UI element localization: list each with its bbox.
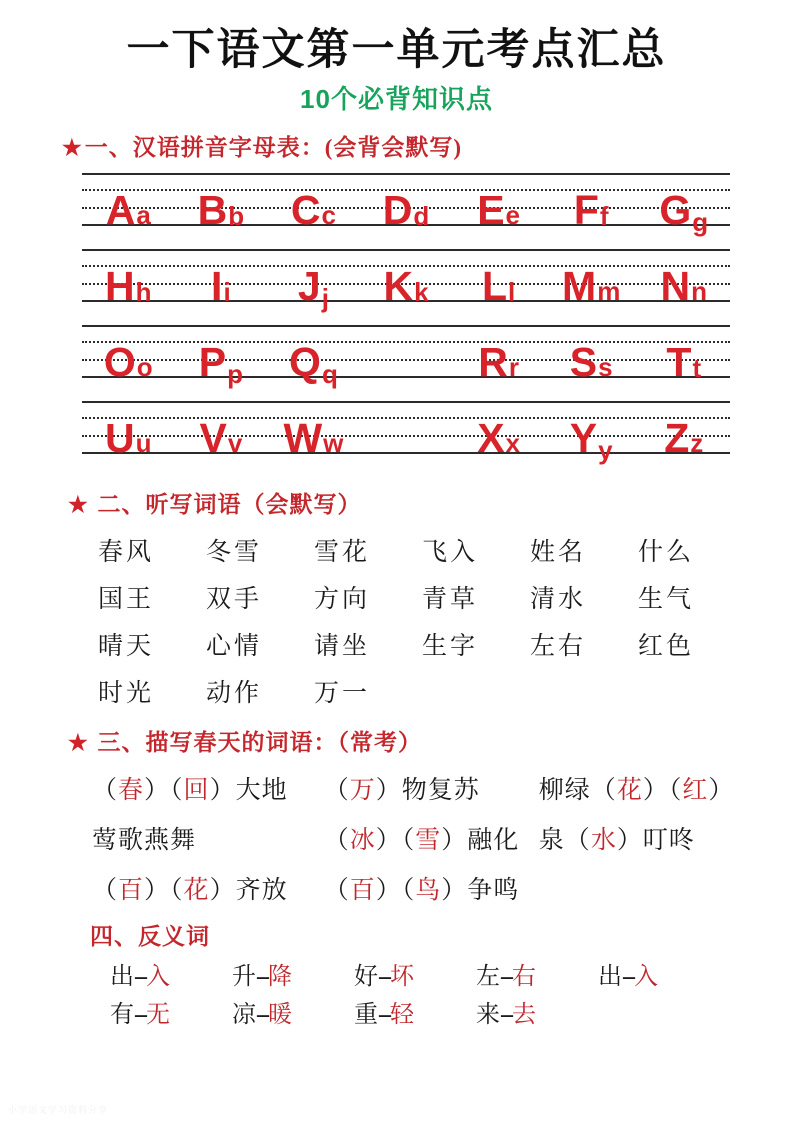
pinyin-row bbox=[82, 171, 730, 238]
pinyin-letter-pair bbox=[478, 326, 519, 385]
antonym-separator: -- bbox=[500, 963, 512, 990]
pinyin-uppercase-letter: H bbox=[105, 262, 135, 309]
dictation-word: 红色 bbox=[638, 633, 695, 661]
pinyin-uppercase-letter: S bbox=[569, 338, 598, 385]
pinyin-lowercase-letter: b bbox=[228, 201, 245, 232]
spring-phrase-list bbox=[40, 757, 753, 913]
pinyin-row bbox=[82, 323, 730, 390]
pinyin-letter-slot bbox=[360, 323, 453, 378]
spring-phrase-text: （ bbox=[92, 776, 119, 804]
pinyin-letter-track bbox=[82, 323, 730, 390]
pinyin-uppercase-letter: U bbox=[105, 414, 135, 461]
antonym-row bbox=[110, 954, 750, 992]
dictation-word: 清水 bbox=[530, 586, 587, 614]
pinyin-letter-pair bbox=[659, 174, 709, 238]
pinyin-lowercase-letter: j bbox=[321, 283, 329, 314]
dictation-word: 双手 bbox=[206, 586, 263, 614]
dictation-word: 春风 bbox=[98, 539, 155, 567]
pinyin-letter-slot bbox=[637, 323, 730, 385]
spring-phrase-text: ）（ bbox=[375, 876, 416, 904]
spring-phrase-answer: 冰 bbox=[349, 826, 376, 854]
spring-phrase bbox=[324, 870, 539, 906]
antonym-pair bbox=[476, 956, 598, 991]
pinyin-uppercase-letter: Q bbox=[289, 338, 321, 385]
spring-phrase-text: ）（ bbox=[375, 826, 416, 854]
pinyin-lowercase-letter: k bbox=[414, 277, 429, 308]
pinyin-letter-track bbox=[82, 171, 730, 238]
spring-phrase-text: ）（ bbox=[642, 776, 683, 804]
antonym-left-word: 重 bbox=[354, 1001, 378, 1028]
pinyin-uppercase-letter: A bbox=[105, 186, 136, 233]
spring-phrase bbox=[92, 820, 324, 856]
antonym-left-word: 好 bbox=[354, 963, 378, 990]
pinyin-letter-slot bbox=[637, 171, 730, 238]
spring-phrase-text: ） bbox=[708, 776, 735, 804]
dictation-word: 心情 bbox=[206, 633, 263, 661]
pinyin-lowercase-letter: a bbox=[136, 200, 151, 231]
spring-phrase-text: ）（ bbox=[144, 776, 184, 804]
pinyin-lowercase-letter: w bbox=[323, 428, 344, 459]
pinyin-letter-pair bbox=[660, 250, 708, 309]
spring-phrase bbox=[324, 820, 539, 856]
dictation-word: 左右 bbox=[530, 633, 587, 661]
pinyin-letter-pair bbox=[198, 326, 243, 390]
pinyin-letter-slot bbox=[175, 247, 268, 309]
pinyin-lowercase-letter: v bbox=[227, 428, 243, 459]
pinyin-uppercase-letter: B bbox=[197, 186, 228, 233]
spring-phrase-row bbox=[92, 863, 752, 913]
pinyin-lowercase-letter: q bbox=[321, 359, 338, 390]
pinyin-letter-slot bbox=[545, 323, 638, 385]
pinyin-letter-slot bbox=[545, 399, 638, 466]
pinyin-letter-slot bbox=[545, 171, 638, 233]
antonym-left-word: 升 bbox=[232, 963, 256, 990]
pinyin-letter-pair bbox=[666, 326, 702, 385]
pinyin-uppercase-letter: R bbox=[478, 338, 508, 385]
pinyin-uppercase-letter: Z bbox=[664, 414, 690, 461]
antonym-right-word: 暖 bbox=[267, 1001, 292, 1028]
pinyin-letter-pair bbox=[289, 326, 338, 390]
antonym-right-word: 入 bbox=[145, 963, 170, 990]
star-icon: ★ bbox=[62, 134, 83, 160]
dictation-word: 动作 bbox=[206, 680, 263, 708]
spring-phrase-text: 柳绿（ bbox=[538, 776, 617, 804]
spring-phrase-row bbox=[92, 763, 752, 813]
pinyin-uppercase-letter: C bbox=[290, 186, 321, 233]
pinyin-letter-pair bbox=[664, 402, 704, 461]
spring-phrase-answer: 鸟 bbox=[415, 876, 442, 904]
watermark: 小学语文学习资料分享 bbox=[8, 1105, 109, 1115]
antonym-pair bbox=[232, 956, 354, 991]
spring-phrase-answer: 百 bbox=[118, 876, 145, 904]
dictation-word: 万一 bbox=[314, 680, 371, 708]
section-heading-dictation-words bbox=[40, 475, 753, 519]
pinyin-lowercase-letter: h bbox=[135, 277, 152, 308]
pinyin-letter-pair bbox=[562, 250, 621, 309]
dictation-word: 什么 bbox=[638, 539, 695, 567]
pinyin-letter-slot bbox=[360, 171, 453, 233]
antonym-left-word: 凉 bbox=[232, 1001, 256, 1028]
dictation-word: 请坐 bbox=[314, 633, 371, 661]
pinyin-uppercase-letter: L bbox=[481, 262, 507, 309]
antonym-separator: -- bbox=[500, 1001, 512, 1028]
pinyin-letter-pair bbox=[569, 402, 613, 466]
antonym-left-word: 左 bbox=[476, 963, 500, 990]
star-icon: ★ bbox=[68, 729, 89, 755]
pinyin-letter-pair bbox=[103, 326, 153, 385]
dictation-word: 国王 bbox=[98, 586, 155, 614]
pinyin-letter-slot bbox=[82, 323, 175, 385]
pinyin-uppercase-letter: J bbox=[297, 262, 321, 309]
page-title: 一下语文第一单元考点汇总 bbox=[126, 27, 667, 74]
pinyin-lowercase-letter: t bbox=[692, 353, 702, 384]
section-heading-text: 三、描写春天的词语：（常考） bbox=[97, 729, 422, 755]
antonym-right-word: 去 bbox=[511, 1001, 536, 1028]
antonym-pair bbox=[354, 994, 476, 1029]
antonym-separator: -- bbox=[622, 963, 634, 990]
pinyin-letter-slot bbox=[82, 399, 175, 461]
dictation-word-row bbox=[98, 621, 746, 668]
spring-phrase-answer: 水 bbox=[590, 826, 617, 854]
pinyin-alphabet-grid bbox=[40, 161, 753, 466]
pinyin-letter-pair bbox=[297, 250, 329, 314]
page-subtitle: 10个必背知识点 bbox=[300, 84, 493, 115]
spring-phrase-answer: 红 bbox=[682, 776, 709, 804]
pinyin-uppercase-letter: V bbox=[199, 414, 227, 461]
pinyin-lowercase-letter: m bbox=[597, 276, 621, 307]
pinyin-letter-track bbox=[82, 247, 730, 314]
antonym-right-word: 坏 bbox=[389, 963, 414, 990]
section-heading-antonyms bbox=[40, 913, 753, 951]
antonym-right-word: 降 bbox=[267, 963, 292, 990]
dictation-word: 晴天 bbox=[98, 633, 155, 661]
antonym-right-word: 入 bbox=[633, 963, 658, 990]
pinyin-uppercase-letter: K bbox=[383, 262, 414, 309]
pinyin-letter-slot bbox=[452, 399, 545, 461]
pinyin-row bbox=[82, 399, 730, 466]
spring-phrase bbox=[324, 770, 539, 806]
dictation-word: 姓名 bbox=[530, 539, 587, 567]
spring-phrase-text: （ bbox=[92, 876, 119, 904]
antonym-pair bbox=[354, 956, 476, 991]
antonym-pair bbox=[232, 994, 354, 1029]
pinyin-lowercase-letter: d bbox=[413, 201, 430, 232]
pinyin-lowercase-letter: n bbox=[691, 276, 707, 307]
spring-phrase-answer: 万 bbox=[349, 776, 376, 804]
spring-phrase-text: ）大地 bbox=[209, 776, 288, 804]
antonym-left-word: 出 bbox=[110, 963, 134, 990]
pinyin-letter-slot bbox=[267, 171, 360, 233]
antonym-separator: -- bbox=[134, 1001, 146, 1028]
pinyin-lowercase-letter: f bbox=[599, 201, 609, 232]
section-heading-text: 四、反义词 bbox=[90, 923, 210, 949]
antonym-right-word: 轻 bbox=[389, 1001, 414, 1028]
pinyin-letter-track bbox=[82, 399, 730, 466]
dictation-word-row bbox=[98, 668, 746, 715]
antonym-left-word: 有 bbox=[110, 1001, 134, 1028]
section-heading-pinyin-alphabet bbox=[40, 114, 753, 162]
dictation-word: 冬雪 bbox=[206, 539, 263, 567]
pinyin-uppercase-letter: G bbox=[659, 186, 692, 233]
dictation-word: 生字 bbox=[422, 633, 479, 661]
dictation-word: 雪花 bbox=[314, 539, 371, 567]
antonym-row bbox=[110, 992, 750, 1030]
antonym-left-word: 来 bbox=[476, 1001, 500, 1028]
spring-phrase-text: ）（ bbox=[144, 876, 184, 904]
pinyin-uppercase-letter: X bbox=[477, 414, 505, 461]
antonym-pair bbox=[476, 994, 598, 1029]
antonym-separator: -- bbox=[378, 963, 390, 990]
pinyin-letter-pair bbox=[569, 326, 613, 385]
pinyin-letter-slot bbox=[452, 171, 545, 233]
spring-phrase-text: ）融化 bbox=[441, 826, 520, 854]
pinyin-uppercase-letter: N bbox=[660, 262, 691, 309]
spring-phrase-text: （ bbox=[323, 876, 350, 904]
spring-phrase-text: （ bbox=[323, 826, 350, 854]
section-heading-spring-phrases bbox=[40, 715, 753, 757]
spring-phrase bbox=[539, 770, 752, 806]
pinyin-lowercase-letter: u bbox=[135, 428, 152, 459]
pinyin-letter-slot bbox=[452, 247, 545, 309]
pinyin-letter-slot bbox=[267, 247, 360, 314]
dictation-word: 生气 bbox=[638, 586, 695, 614]
antonym-right-word: 无 bbox=[145, 1001, 170, 1028]
spring-phrase-answer: 雪 bbox=[415, 826, 442, 854]
antonym-pair bbox=[110, 994, 232, 1029]
pinyin-uppercase-letter: I bbox=[211, 262, 223, 309]
pinyin-uppercase-letter: F bbox=[573, 186, 599, 233]
antonym-separator: -- bbox=[378, 1001, 390, 1028]
pinyin-uppercase-letter: T bbox=[666, 338, 692, 385]
spring-phrase-answer: 回 bbox=[183, 776, 210, 804]
antonym-separator: -- bbox=[134, 963, 146, 990]
pinyin-lowercase-letter: z bbox=[690, 428, 704, 459]
spring-phrase bbox=[92, 770, 324, 806]
pinyin-letter-pair bbox=[290, 174, 336, 233]
dictation-word-list bbox=[40, 519, 753, 715]
pinyin-letter-pair bbox=[283, 402, 344, 461]
spring-phrase-answer: 花 bbox=[616, 776, 643, 804]
pinyin-letter-pair bbox=[199, 402, 243, 461]
spring-phrase-text: ）齐放 bbox=[209, 876, 288, 904]
dictation-word: 青草 bbox=[422, 586, 479, 614]
pinyin-lowercase-letter: r bbox=[508, 352, 519, 383]
spring-phrase-answer: 春 bbox=[118, 776, 145, 804]
dictation-word: 时光 bbox=[98, 680, 155, 708]
pinyin-row bbox=[82, 247, 730, 314]
pinyin-letter-pair bbox=[197, 174, 245, 233]
pinyin-uppercase-letter: D bbox=[382, 186, 413, 233]
pinyin-letter-slot bbox=[267, 399, 360, 461]
star-icon: ★ bbox=[68, 492, 89, 518]
section-heading-text: 二、听写词语（会默写） bbox=[97, 492, 362, 518]
spring-phrase-answer: 百 bbox=[349, 876, 376, 904]
spring-phrase-text: 莺歌燕舞 bbox=[92, 826, 197, 854]
spring-phrase-answer: 花 bbox=[183, 876, 210, 904]
pinyin-lowercase-letter: l bbox=[508, 277, 516, 308]
pinyin-letter-pair bbox=[573, 174, 609, 233]
pinyin-uppercase-letter: P bbox=[198, 338, 227, 385]
antonym-separator: -- bbox=[256, 963, 268, 990]
pinyin-letter-pair bbox=[105, 402, 152, 461]
dictation-word: 方向 bbox=[314, 586, 371, 614]
pinyin-letter-pair bbox=[477, 402, 521, 461]
pinyin-letter-pair bbox=[105, 250, 152, 309]
pinyin-uppercase-letter: E bbox=[477, 186, 505, 233]
spring-phrase-text: ）叮咚 bbox=[616, 826, 695, 854]
pinyin-lowercase-letter: c bbox=[321, 200, 336, 231]
pinyin-letter-slot bbox=[452, 323, 545, 385]
pinyin-letter-slot bbox=[267, 323, 360, 390]
pinyin-letter-pair bbox=[383, 250, 429, 309]
spring-phrase-text: ）争鸣 bbox=[441, 876, 520, 904]
antonym-pair bbox=[110, 956, 232, 991]
pinyin-letter-slot bbox=[360, 247, 453, 309]
pinyin-letter-slot bbox=[175, 399, 268, 461]
pinyin-letter-slot bbox=[545, 247, 638, 309]
pinyin-letter-pair bbox=[477, 174, 521, 233]
spring-phrase bbox=[539, 820, 752, 856]
spring-phrase bbox=[92, 870, 324, 906]
antonym-list bbox=[40, 950, 753, 1030]
pinyin-lowercase-letter: g bbox=[692, 207, 709, 238]
pinyin-letter-pair bbox=[211, 250, 231, 309]
pinyin-lowercase-letter: p bbox=[227, 359, 243, 390]
spring-phrase-row bbox=[92, 813, 752, 863]
pinyin-letter-slot bbox=[175, 171, 268, 233]
dictation-word-row bbox=[98, 527, 746, 574]
pinyin-letter-slot bbox=[360, 399, 453, 454]
pinyin-letter-pair bbox=[481, 250, 516, 309]
antonym-right-word: 右 bbox=[511, 963, 536, 990]
pinyin-uppercase-letter: W bbox=[283, 414, 323, 461]
pinyin-letter-slot bbox=[82, 171, 175, 233]
antonym-left-word: 出 bbox=[598, 963, 622, 990]
pinyin-uppercase-letter: O bbox=[103, 338, 136, 385]
spring-phrase-text: ）物复苏 bbox=[375, 776, 480, 804]
section-heading-text: 一、汉语拼音字母表：(会背会默写) bbox=[84, 134, 463, 160]
dictation-word: 飞入 bbox=[422, 539, 479, 567]
pinyin-lowercase-letter: x bbox=[505, 428, 521, 459]
pinyin-letter-pair bbox=[105, 174, 151, 233]
pinyin-letter-slot bbox=[637, 247, 730, 309]
pinyin-letter-slot bbox=[637, 399, 730, 461]
pinyin-lowercase-letter: e bbox=[505, 200, 521, 231]
antonym-pair bbox=[598, 956, 720, 991]
pinyin-lowercase-letter: i bbox=[223, 277, 231, 308]
antonym-separator: -- bbox=[256, 1001, 268, 1028]
pinyin-letter-pair bbox=[382, 174, 430, 233]
spring-phrase-text: 泉（ bbox=[538, 826, 591, 854]
pinyin-letter-slot bbox=[175, 323, 268, 390]
pinyin-lowercase-letter: s bbox=[598, 352, 613, 383]
pinyin-letter-slot bbox=[82, 247, 175, 309]
pinyin-uppercase-letter: Y bbox=[569, 414, 598, 461]
pinyin-lowercase-letter: o bbox=[136, 352, 153, 383]
dictation-word-row bbox=[98, 574, 746, 621]
pinyin-lowercase-letter: y bbox=[598, 435, 613, 466]
spring-phrase-text: （ bbox=[323, 776, 350, 804]
pinyin-uppercase-letter: M bbox=[562, 262, 597, 309]
